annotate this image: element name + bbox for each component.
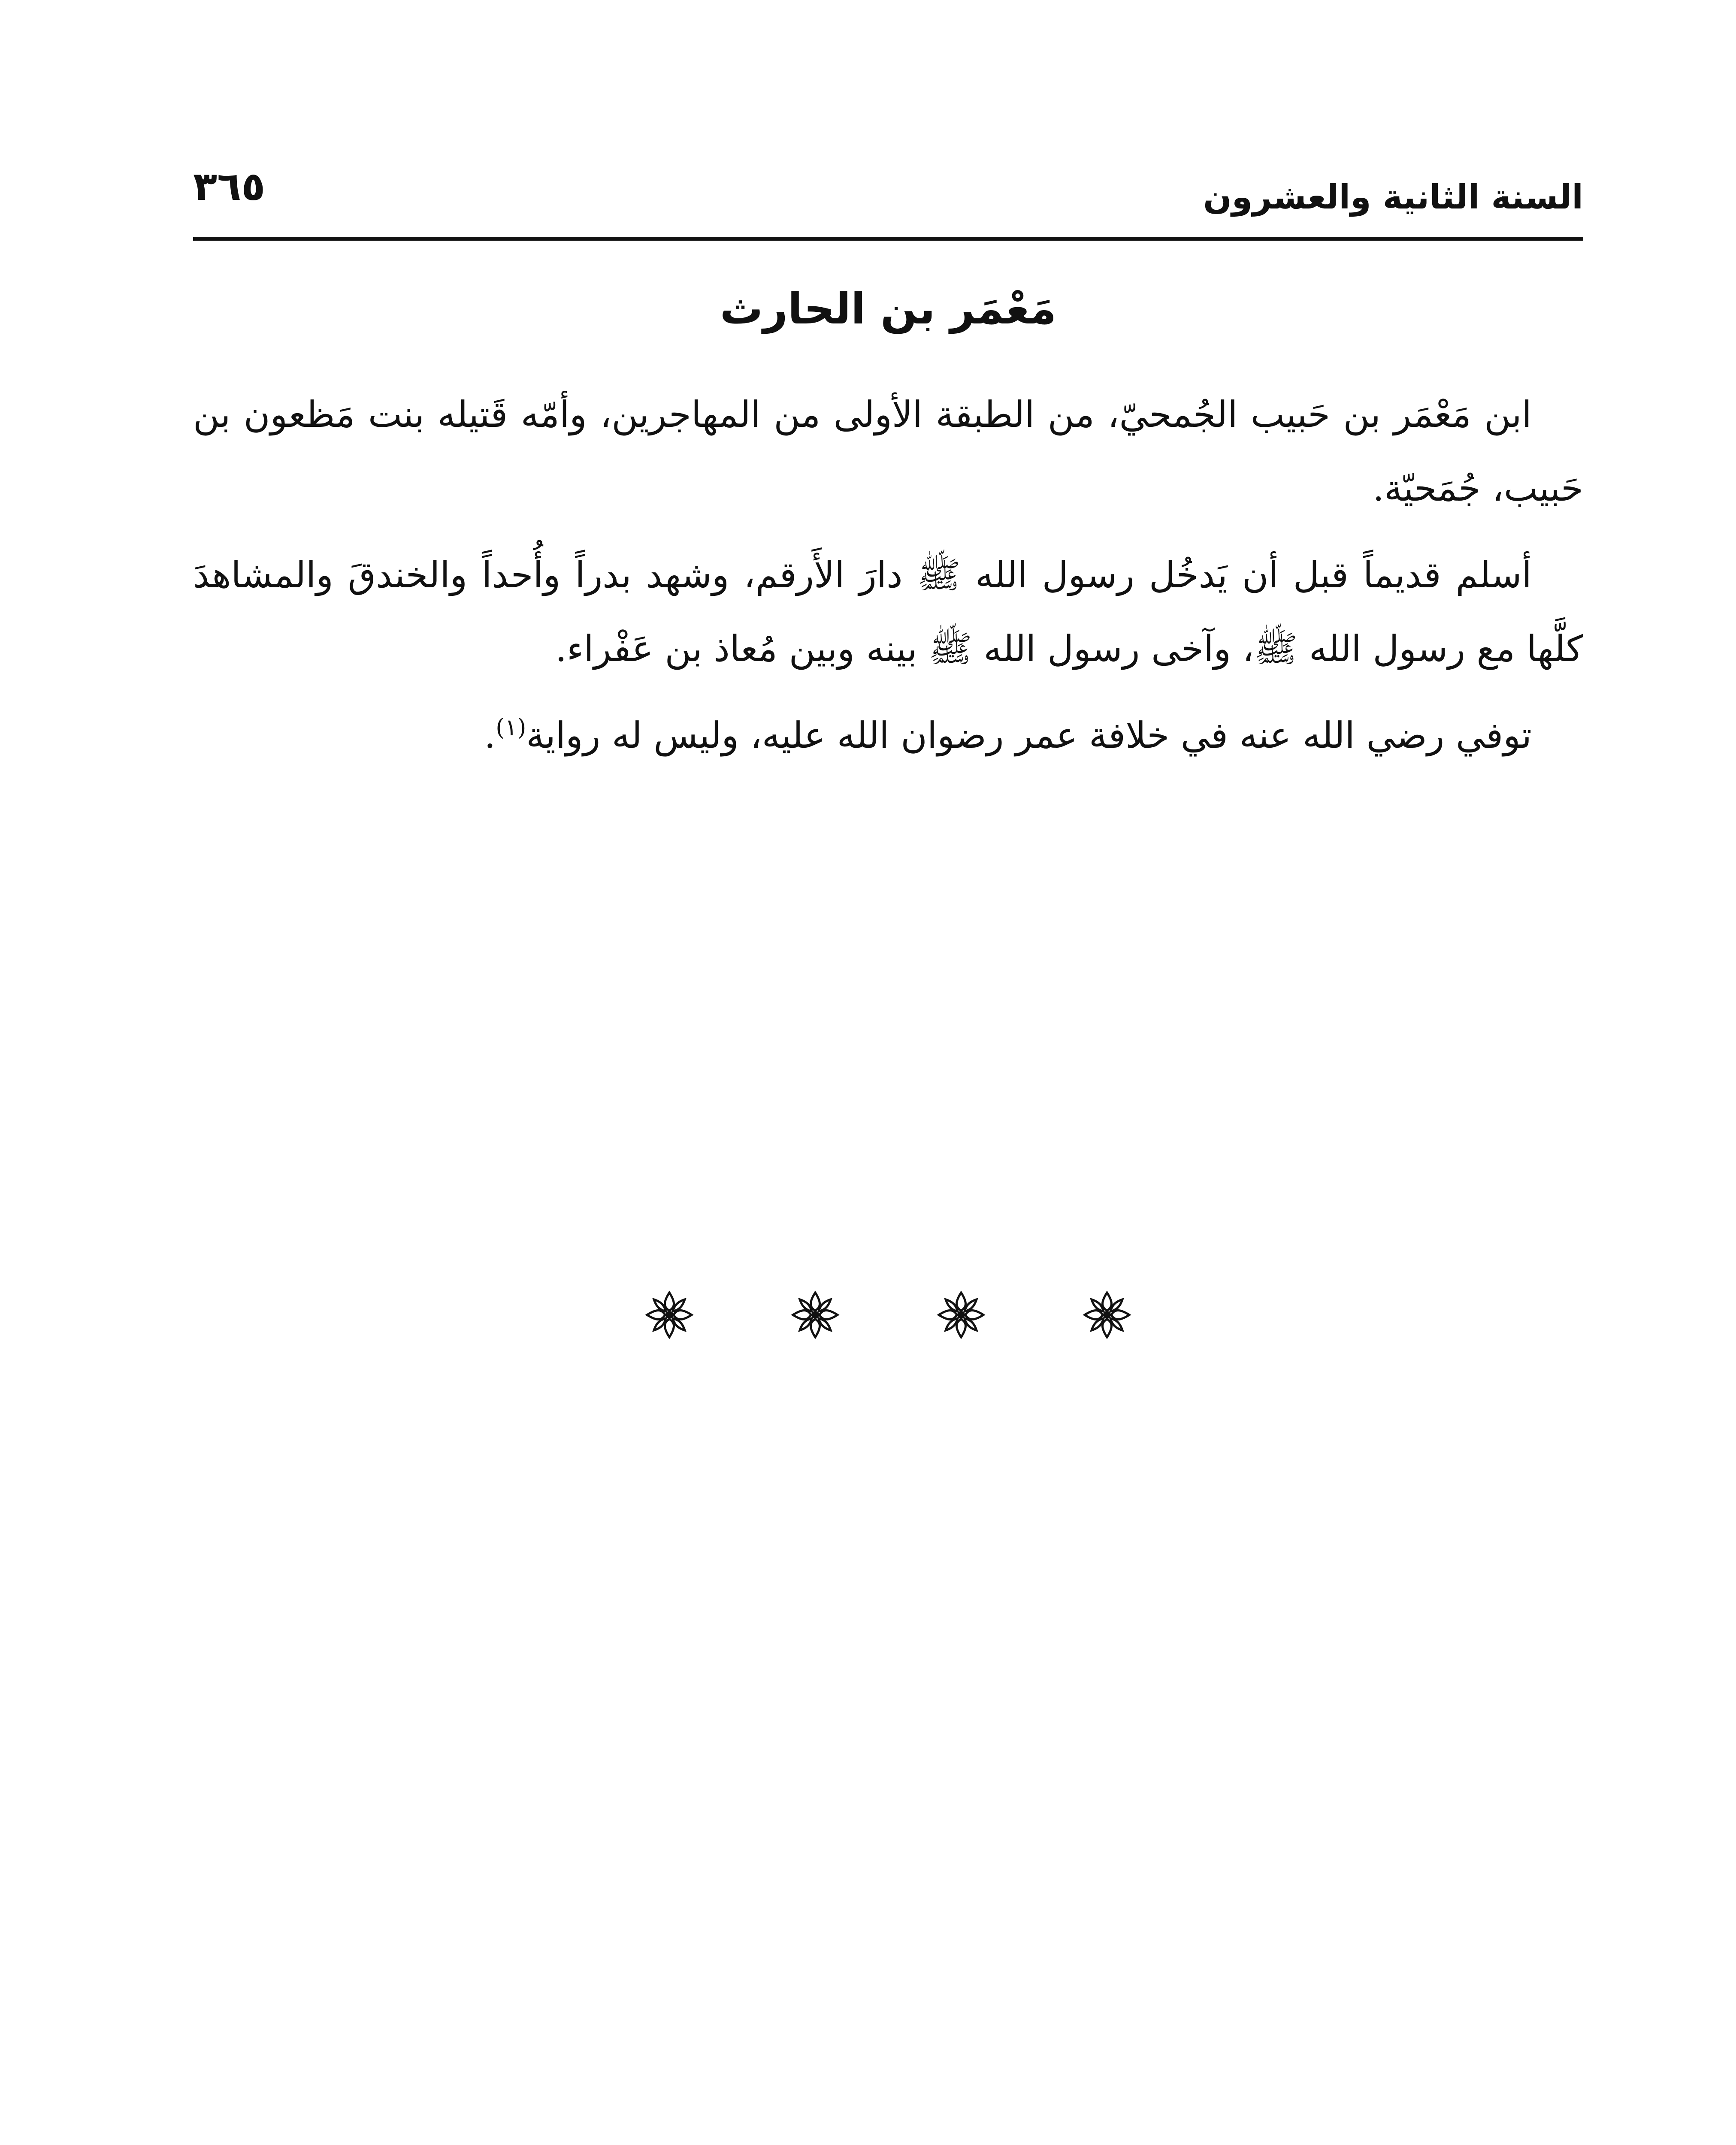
header-rule — [193, 237, 1583, 241]
running-head — [193, 159, 1583, 223]
chapter-title: السنة الثانية والعشرون — [1203, 178, 1583, 217]
paragraph-death — [193, 698, 1583, 772]
entry-body — [193, 378, 1583, 785]
paragraph-death-end: . — [484, 714, 496, 756]
floral-ornament-icon — [644, 1289, 695, 1341]
page-number: ٣٦٥ — [193, 163, 266, 209]
paragraph-islam-and-battles: أسلم قديماً قبل أن يَدخُل رسول الله ﷺ دارَ الأَرقم، وشهد بدراً وأُحداً والخندقَ والمشاهدَ كلَّها مع رسول الله ﷺ، وآخى رسول الله ﷺ بينه وبين مُعاذ بن عَفْراء. — [193, 554, 1583, 670]
footnote-reference[interactable]: (١) — [496, 714, 526, 741]
entry-heading: مَعْمَر بن الحارث — [720, 284, 1057, 334]
floral-ornament-icon — [1081, 1289, 1133, 1341]
paragraph-lineage: ابن مَعْمَر بن حَبيب الجُمحيّ، من الطبقة الأولى من المهاجرين، وأمّه قَتيله بنت مَظعون بن حَبيب، جُمَحيّة. — [193, 393, 1583, 509]
section-ornaments — [644, 1283, 1133, 1347]
floral-ornament-icon — [789, 1289, 841, 1341]
floral-ornament-icon — [935, 1289, 987, 1341]
paragraph-death-text: توفي رضي الله عنه في خلافة عمر رضوان الله عليه، وليس له رواية — [526, 714, 1532, 756]
